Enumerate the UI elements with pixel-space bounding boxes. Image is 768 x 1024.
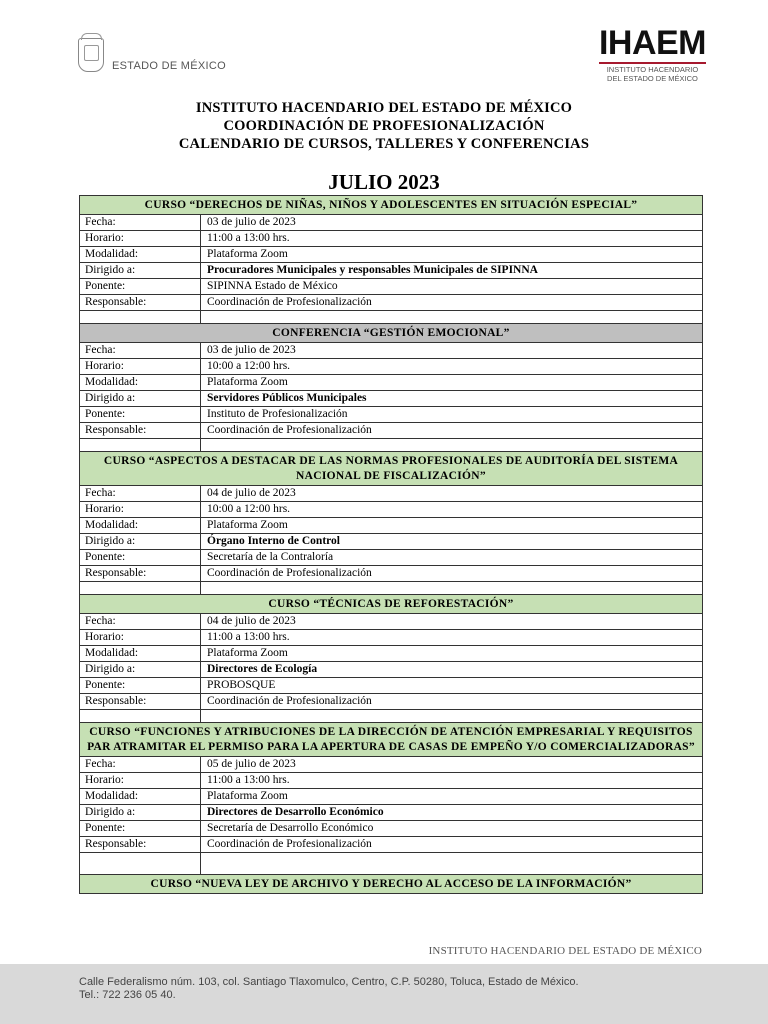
event-row-fecha <box>80 343 703 359</box>
label-modalidad: Modalidad: <box>80 375 201 391</box>
label-ponente: Ponente: <box>80 407 201 423</box>
value-horario: 11:00 a 13:00 hrs. <box>201 630 703 646</box>
title-calendar: CALENDARIO DE CURSOS, TALLERES Y CONFERENCIAS <box>178 136 590 152</box>
ihaem-logo-subtitle <box>599 62 706 83</box>
label-ponente: Ponente: <box>80 550 201 566</box>
label-responsable: Responsable: <box>80 694 201 710</box>
event-row-modalidad <box>80 247 703 263</box>
value-ponente: Secretaría de Desarrollo Económico <box>201 821 703 837</box>
value-fecha: 03 de julio de 2023 <box>201 215 703 231</box>
event-row-fecha <box>80 215 703 231</box>
value-dirigido-text: Directores de Ecología <box>207 663 318 675</box>
value-fecha: 05 de julio de 2023 <box>201 757 703 773</box>
label-dirigido: Dirigido a: <box>80 263 201 279</box>
label-responsable: Responsable: <box>80 423 201 439</box>
event-row-dirigido <box>80 805 703 821</box>
footer-bar <box>0 964 768 1024</box>
event-row-ponente <box>80 821 703 837</box>
label-horario: Horario: <box>80 231 201 247</box>
event-title: CURSO “ASPECTOS A DESTACAR DE LAS NORMAS PROFESIONALES DE AUDITORÍA DEL SISTEMA NACIONAL DE FISCALIZACIÓN” <box>80 452 703 486</box>
label-modalidad: Modalidad: <box>80 518 201 534</box>
event-header-row <box>80 452 703 486</box>
event-row-fecha <box>80 757 703 773</box>
value-fecha: 03 de julio de 2023 <box>201 343 703 359</box>
value-responsable: Coordinación de Profesionalización <box>201 837 703 853</box>
events-table <box>79 195 703 894</box>
label-fecha: Fecha: <box>80 215 201 231</box>
event-title: CURSO “NUEVA LEY DE ARCHIVO Y DERECHO AL ACCESO DE LA INFORMACIÓN” <box>80 875 703 894</box>
value-responsable: Coordinación de Profesionalización <box>201 566 703 582</box>
label-ponente: Ponente: <box>80 821 201 837</box>
label-horario: Horario: <box>80 773 201 789</box>
value-dirigido <box>201 805 703 821</box>
ihaem-logo-text: IHAEM <box>598 24 706 62</box>
label-dirigido: Dirigido a: <box>80 805 201 821</box>
value-ponente: SIPINNA Estado de México <box>201 279 703 295</box>
value-modalidad: Plataforma Zoom <box>201 247 703 263</box>
label-fecha: Fecha: <box>80 486 201 502</box>
event-title: CONFERENCIA “GESTIÓN EMOCIONAL” <box>80 324 703 343</box>
event-row-horario <box>80 502 703 518</box>
event-header-row <box>80 324 703 343</box>
footer-phone: Tel.: 722 236 05 40. <box>79 989 176 1001</box>
value-horario: 10:00 a 12:00 hrs. <box>201 502 703 518</box>
value-ponente: Secretaría de la Contraloría <box>201 550 703 566</box>
label-dirigido: Dirigido a: <box>80 534 201 550</box>
event-row-dirigido <box>80 263 703 279</box>
ihaem-sub-line1: INSTITUTO HACENDARIO <box>606 65 699 74</box>
label-horario: Horario: <box>80 502 201 518</box>
label-fecha: Fecha: <box>80 614 201 630</box>
footer-institution: INSTITUTO HACENDARIO DEL ESTADO DE MÉXICO <box>428 945 702 957</box>
event-spacer-row <box>80 439 703 452</box>
label-modalidad: Modalidad: <box>80 789 201 805</box>
label-fecha: Fecha: <box>80 757 201 773</box>
value-fecha: 04 de julio de 2023 <box>201 614 703 630</box>
event-row-horario <box>80 359 703 375</box>
label-modalidad: Modalidad: <box>80 646 201 662</box>
event-header-row <box>80 875 703 894</box>
value-dirigido-text: Servidores Públicos Municipales <box>207 392 367 404</box>
event-row-ponente <box>80 678 703 694</box>
title-coordination: COORDINACIÓN DE PROFESIONALIZACIÓN <box>223 118 545 134</box>
value-ponente: PROBOSQUE <box>201 678 703 694</box>
value-dirigido-text: Procuradores Municipales y responsables Municipales de SIPINNA <box>207 264 538 276</box>
label-fecha: Fecha: <box>80 343 201 359</box>
event-header-row <box>80 196 703 215</box>
event-row-responsable <box>80 566 703 582</box>
event-row-modalidad <box>80 375 703 391</box>
label-dirigido: Dirigido a: <box>80 391 201 407</box>
event-row-responsable <box>80 837 703 853</box>
event-row-modalidad <box>80 646 703 662</box>
event-row-dirigido <box>80 534 703 550</box>
value-horario: 11:00 a 13:00 hrs. <box>201 773 703 789</box>
label-responsable: Responsable: <box>80 837 201 853</box>
event-title: CURSO “DERECHOS DE NIÑAS, NIÑOS Y ADOLESCENTES EN SITUACIÓN ESPECIAL” <box>80 196 703 215</box>
document-titles <box>0 99 768 153</box>
label-responsable: Responsable: <box>80 295 201 311</box>
event-header-row <box>80 595 703 614</box>
value-dirigido <box>201 391 703 407</box>
label-horario: Horario: <box>80 630 201 646</box>
event-title: CURSO “TÉCNICAS DE REFORESTACIÓN” <box>80 595 703 614</box>
value-modalidad: Plataforma Zoom <box>201 375 703 391</box>
event-header-row <box>80 723 703 757</box>
value-horario: 11:00 a 13:00 hrs. <box>201 231 703 247</box>
value-dirigido-text: Órgano Interno de Control <box>207 535 340 547</box>
event-row-responsable <box>80 694 703 710</box>
ihaem-logo <box>599 26 706 83</box>
event-row-ponente <box>80 407 703 423</box>
event-spacer-row <box>80 582 703 595</box>
value-responsable: Coordinación de Profesionalización <box>201 295 703 311</box>
value-dirigido <box>201 662 703 678</box>
ihaem-sub-line2: DEL ESTADO DE MÉXICO <box>607 74 698 83</box>
month-heading: JULIO 2023 <box>328 170 440 194</box>
state-logo-text: ESTADO DE MÉXICO <box>112 60 226 72</box>
value-dirigido <box>201 263 703 279</box>
event-row-responsable <box>80 423 703 439</box>
event-row-modalidad <box>80 789 703 805</box>
value-modalidad: Plataforma Zoom <box>201 518 703 534</box>
label-dirigido: Dirigido a: <box>80 662 201 678</box>
event-row-horario <box>80 773 703 789</box>
state-logo <box>78 38 226 72</box>
value-responsable: Coordinación de Profesionalización <box>201 694 703 710</box>
title-institution: INSTITUTO HACENDARIO DEL ESTADO DE MÉXICO <box>195 100 573 116</box>
event-row-modalidad <box>80 518 703 534</box>
label-ponente: Ponente: <box>80 279 201 295</box>
event-row-dirigido <box>80 391 703 407</box>
value-dirigido <box>201 534 703 550</box>
footer-address: Calle Federalismo núm. 103, col. Santiago Tlaxomulco, Centro, C.P. 50280, Toluca, Estado de México. <box>79 976 579 988</box>
label-horario: Horario: <box>80 359 201 375</box>
value-modalidad: Plataforma Zoom <box>201 789 703 805</box>
value-dirigido-text: Directores de Desarrollo Económico <box>207 806 384 818</box>
event-spacer-row <box>80 853 703 875</box>
value-modalidad: Plataforma Zoom <box>201 646 703 662</box>
event-row-fecha <box>80 486 703 502</box>
event-row-horario <box>80 231 703 247</box>
label-modalidad: Modalidad: <box>80 247 201 263</box>
label-ponente: Ponente: <box>80 678 201 694</box>
value-responsable: Coordinación de Profesionalización <box>201 423 703 439</box>
event-row-ponente <box>80 550 703 566</box>
label-responsable: Responsable: <box>80 566 201 582</box>
state-seal-icon <box>78 38 104 72</box>
event-row-horario <box>80 630 703 646</box>
event-title: CURSO “FUNCIONES Y ATRIBUCIONES DE LA DIRECCIÓN DE ATENCIÓN EMPRESARIAL Y REQUISITOS PAR ATRAMITAR EL PERMISO PARA LA APERTURA DE CASAS DE EMPEÑO Y/O COMERCIALIZADORAS” <box>80 723 703 757</box>
value-ponente: Instituto de Profesionalización <box>201 407 703 423</box>
footer-address-block <box>79 976 579 1002</box>
value-fecha: 04 de julio de 2023 <box>201 486 703 502</box>
event-spacer-row <box>80 710 703 723</box>
event-row-fecha <box>80 614 703 630</box>
event-row-responsable <box>80 295 703 311</box>
value-horario: 10:00 a 12:00 hrs. <box>201 359 703 375</box>
event-spacer-row <box>80 311 703 324</box>
event-row-dirigido <box>80 662 703 678</box>
event-row-ponente <box>80 279 703 295</box>
